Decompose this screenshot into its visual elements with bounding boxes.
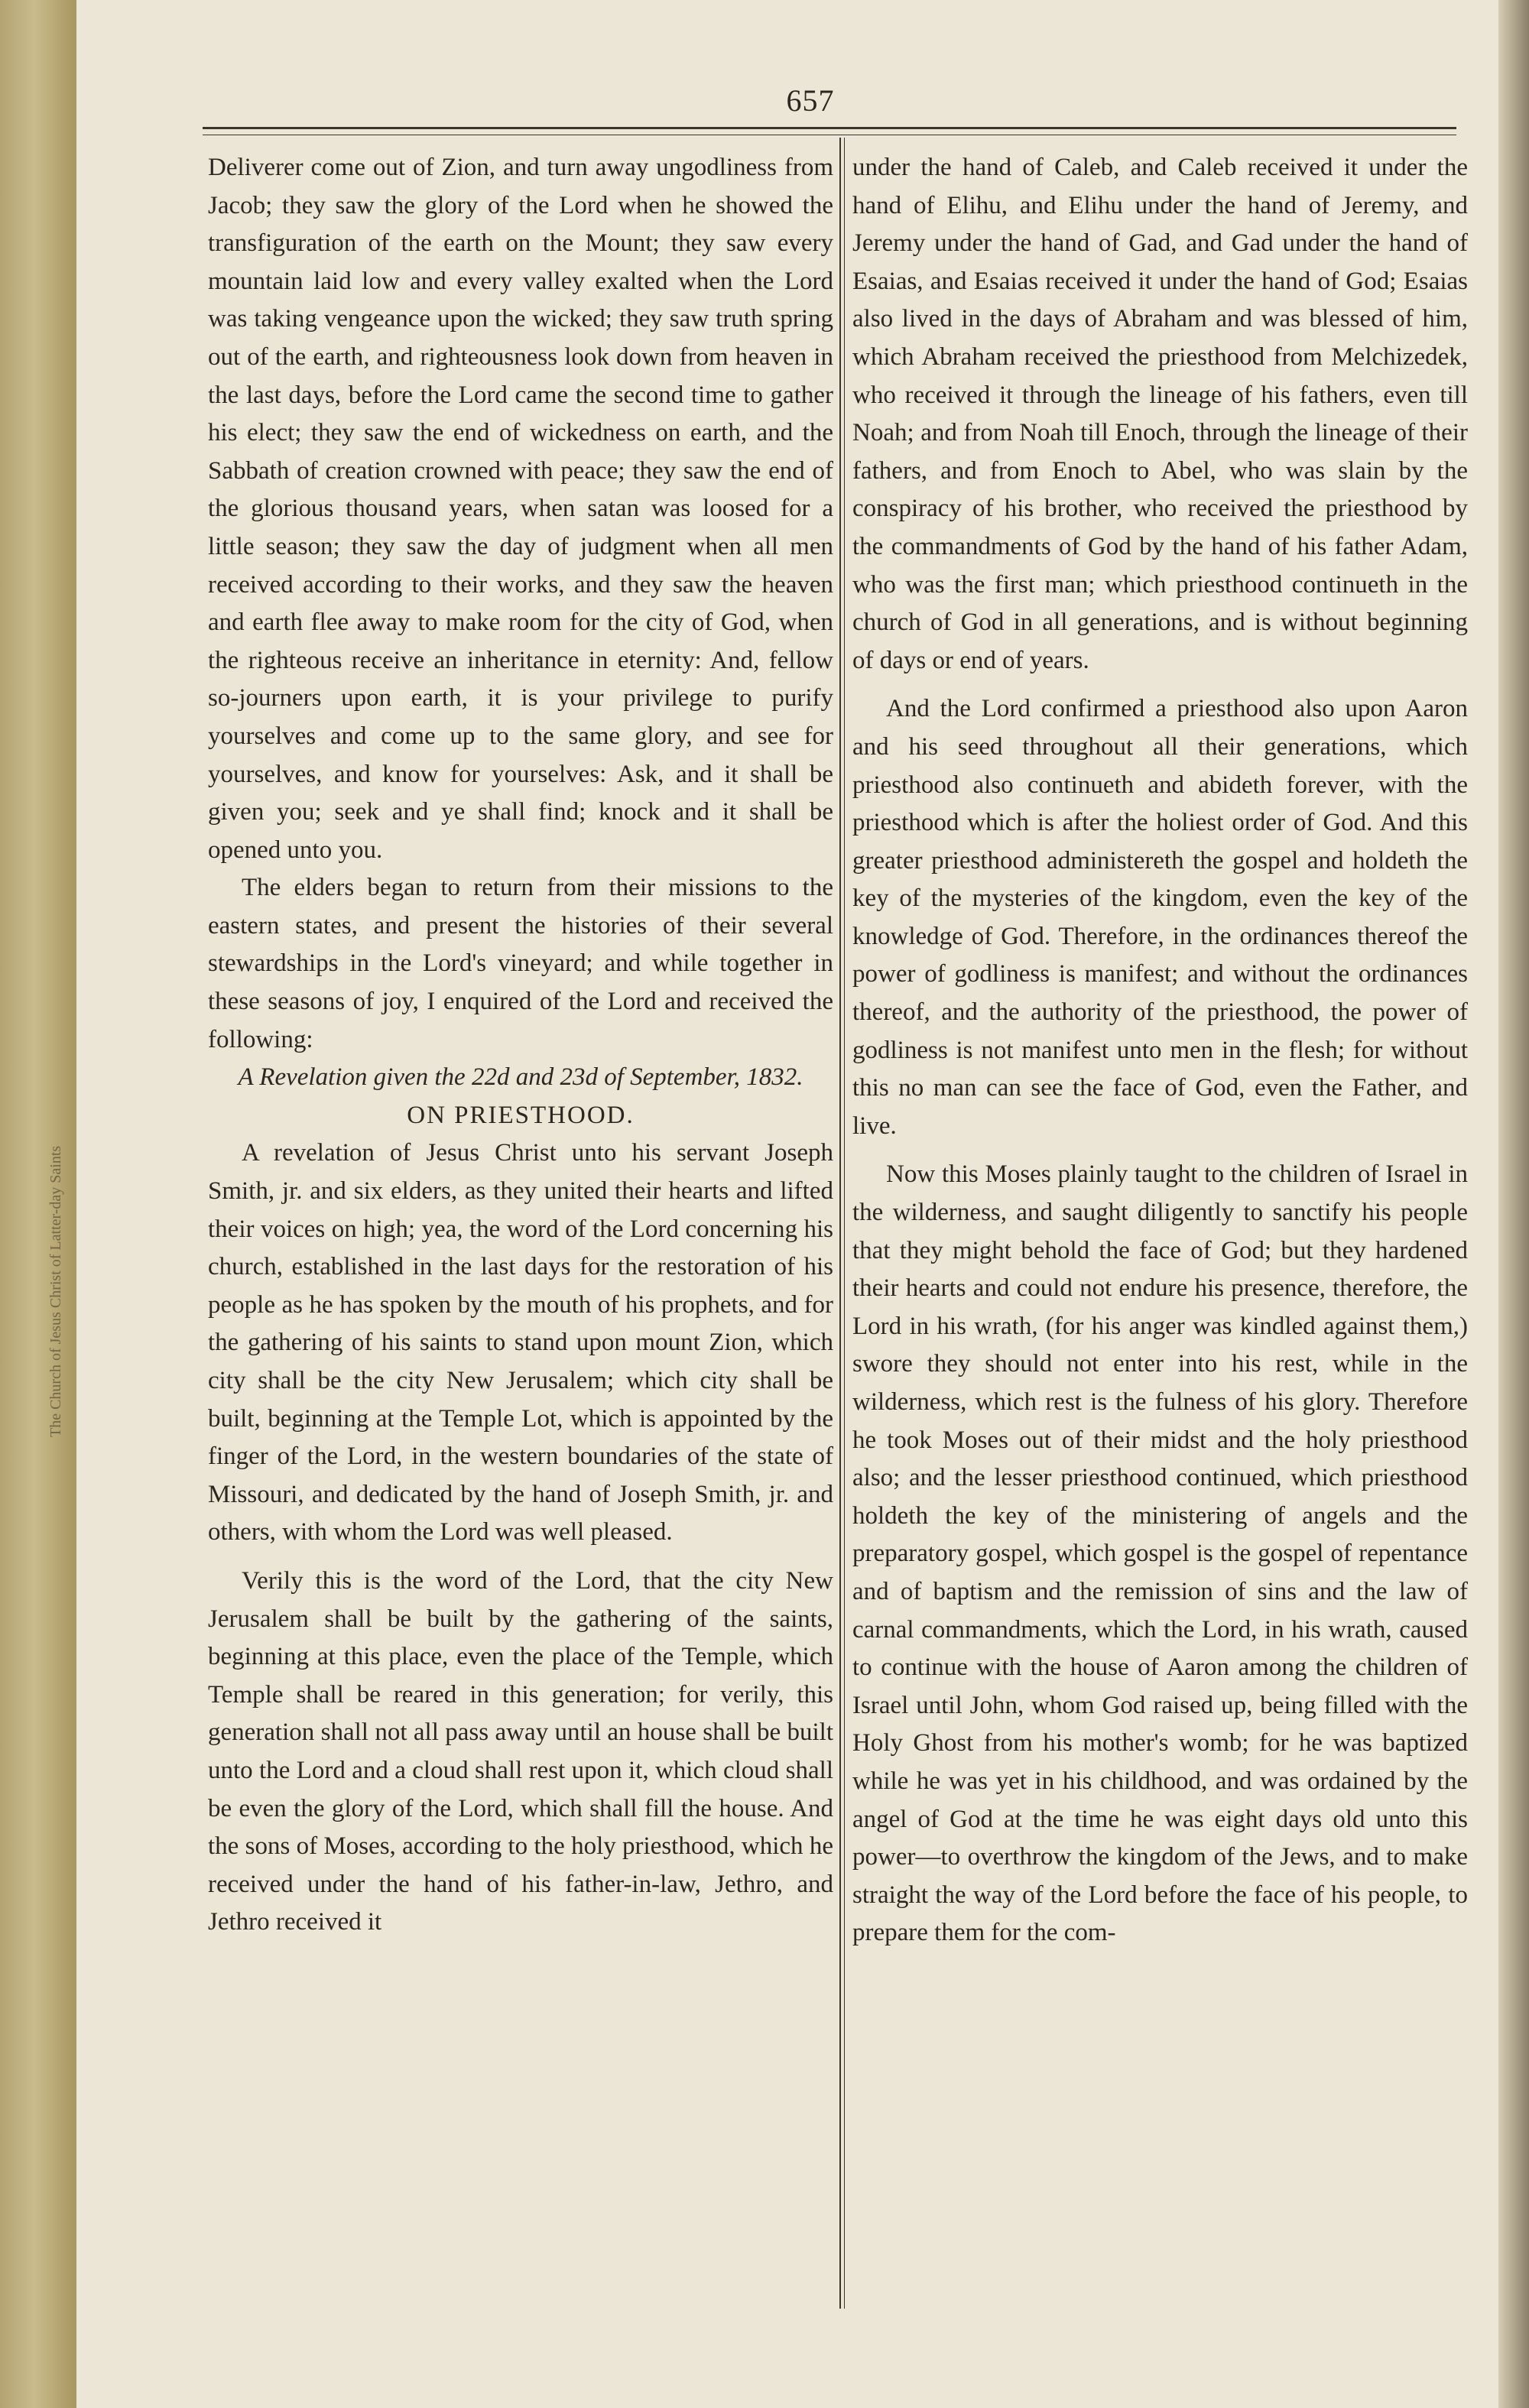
paragraph: Now this Moses plainly taught to the children of Israel in the wilderness, and saught diligently to sanctify his people that they might behold the face of God; but they hardened their hearts and could not endure his presence, therefore, the Lord in his wrath, (for his anger was kindled against them,) swore they should not enter into his rest, while in the wilderness, which rest is the fulness of his glory. Therefore he took Moses out of their midst and the holy priesthood also; and the lesser priesthood continued, which priesthood holdeth the key of the ministering of angels and the preparatory gospel, which gospel is the gospel of repentance and of baptism and the remission of sins and the law of carnal commandments, which the Lord, in his wrath, caused to continue with the house of Aaron among the children of Israel until John, whom God raised up, being filled with the Holy Ghost from his mother's womb; for he was baptized while he was yet in his childhood, and was ordained by the angel of God at the time he was eight days old unto this power—to overthrow the kingdom of the Jews, and to make straight the way of the Lord before the face of his people, to prepare them for the com- bbox=[852, 1160, 1468, 1947]
column-divider-thin bbox=[844, 138, 845, 2309]
paragraph: Verily this is the word of the Lord, that the city New Jerusalem shall be built by the gathering of the saints, beginning at this place, even the place of the Temple, which Temple shall be reared in this generation; for verily, this generation shall not all pass away until an house shall be built unto the Lord and a cloud shall rest upon it, which cloud shall be even the glory of the Lord, which shall fill the house. And the sons of Moses, according to the holy priesthood, which he received under the hand of his father-in-law, Jethro, and Jethro received it bbox=[208, 1566, 833, 1936]
revelation-title: A Revelation given the 22d and 23d of September, 1832. bbox=[238, 1063, 803, 1092]
left-column bbox=[208, 149, 833, 1942]
paragraph: under the hand of Caleb, and Caleb received it under the hand of Elihu, and Elihu under the hand of Jeremy, and Jeremy under the hand of Gad, and Gad under the hand of Esaias, and Esaias received it under the hand of God; Esaias also lived in the days of Abraham and was blessed of him, which Abraham received the priesthood from Melchizedek, who received it through the lineage of his fathers, even till Noah; and from Noah till Enoch, through the lineage of their fathers, and from Enoch to Abel, who was slain by the conspiracy of his brother, who received the priesthood by the commandments of God by the hand of his father Adam, who was the first man; which priesthood continueth in the church of God in all generations, and is without beginning of days or end of years. bbox=[852, 154, 1468, 674]
right-column bbox=[852, 149, 1468, 1952]
library-stamp: The Church of Jesus Christ of Latter-day Saints bbox=[47, 1145, 64, 1437]
paragraph: Deliverer come out of Zion, and turn away ungodliness from Jacob; they saw the glory of the Lord when he showed the transfiguration of the earth on the Mount; they saw every mountain laid low and every valley exalted when the Lord was taking vengeance upon the wicked; they saw truth spring out of the earth, and righteousness look down from heaven in the last days, before the Lord came the second time to gather his elect; they saw the end of wickedness on earth, and the Sabbath of creation crowned with peace; they saw the end of the glorious thousand years, when satan was loosed for a little season; they saw the day of judgment when all men received according to their works, and they saw the heaven and earth flee away to make room for the city of God, when the righteous receive an inheritance in eternity: And, fellow so-journers upon earth, it is your privilege to purify yourselves and come up to the same glory, and see for yourselves, and know for yourselves: Ask, and it shall be given you; seek and ye shall find; knock and it shall be opened unto you. bbox=[208, 154, 833, 864]
paragraph: The elders began to return from their missions to the eastern states, and present the histories of their several stewardships in the Lord's vineyard; and while together in these seasons of joy, I enquired of the Lord and received the following: bbox=[208, 874, 833, 1053]
section-heading: ON PRIESTHOOD. bbox=[407, 1101, 635, 1129]
page-edge-shadow bbox=[1498, 0, 1529, 2408]
header-rule bbox=[203, 127, 1456, 129]
book-spine bbox=[0, 0, 76, 2408]
column-divider bbox=[839, 138, 841, 2309]
page-number: 657 bbox=[786, 83, 835, 118]
paragraph: A revelation of Jesus Christ unto his servant Joseph Smith, jr. and six elders, as they united their hearts and lifted their voices on high; yea, the word of the Lord concerning his church, established in the last days for the restoration of his people as he has spoken by the mouth of his prophets, and for the gathering of his saints to stand upon mount Zion, which city shall be the city New Jerusalem; which city shall be built, beginning at the Temple Lot, which is appointed by the finger of the Lord, in the western boundaries of the state of Missouri, and dedicated by the hand of Joseph Smith, jr. and others, with whom the Lord was well pleased. bbox=[208, 1139, 833, 1546]
paragraph: And the Lord confirmed a priesthood also upon Aaron and his seed throughout all their generations, which priesthood also continueth and abideth forever, with the priesthood which is after the holiest order of God. And this greater priesthood administereth the gospel and holdeth the key of the mysteries of the kingdom, even the key of the knowledge of God. Therefore, in the ordinances thereof the power of godliness is manifest; and without the ordinances thereof, and the authority of the priesthood, the power of godliness is not manifest unto men in the flesh; for without this no man can see the face of God, even the Father, and live. bbox=[852, 695, 1468, 1140]
